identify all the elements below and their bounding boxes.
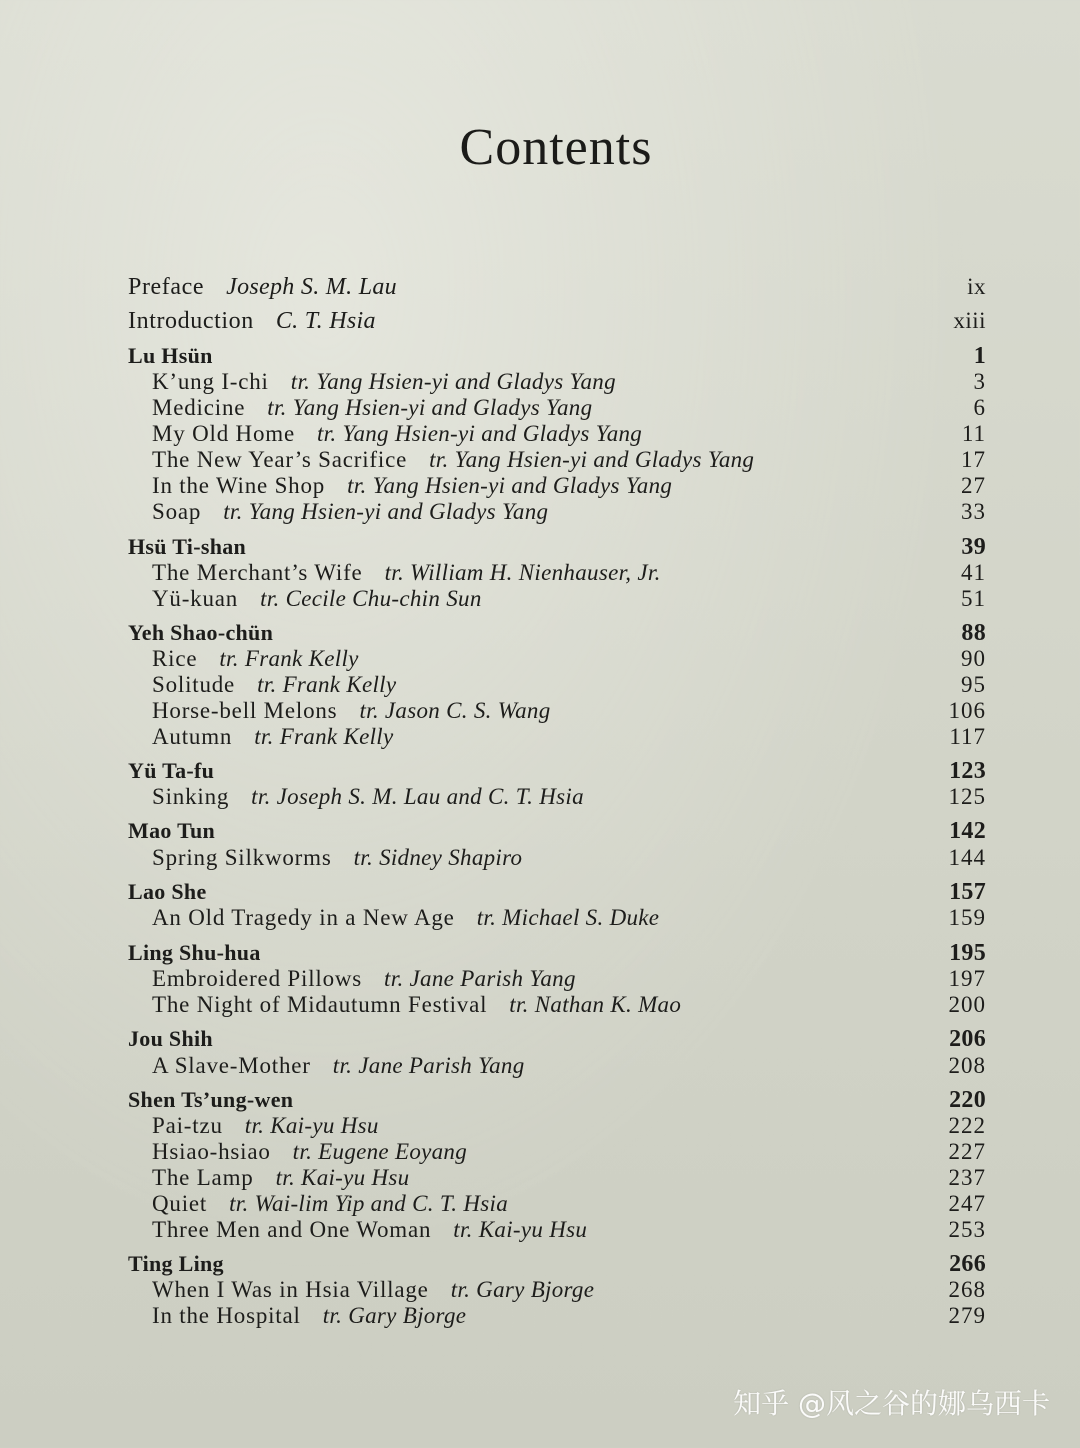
page-number: 6	[973, 395, 986, 420]
translator: tr. Wai-lim Yip and C. T. Hsia	[229, 1191, 508, 1216]
story-title: The New Year’s Sacrifice	[152, 447, 408, 472]
story-title: Solitude	[152, 672, 236, 697]
section-author[interactable]	[128, 879, 986, 906]
toc-entry[interactable]	[128, 395, 986, 421]
toc-entry[interactable]	[128, 845, 986, 871]
section-author[interactable]	[128, 534, 986, 561]
page-number: 33	[961, 499, 986, 524]
story-title: The Night of Midautumn Festival	[152, 992, 488, 1017]
section-author[interactable]	[128, 1026, 986, 1053]
page-number: 95	[961, 672, 986, 697]
toc-entry-preface[interactable]	[128, 274, 986, 301]
translator: tr. Kai-yu Hsu	[244, 1113, 379, 1138]
toc-entry[interactable]	[128, 698, 986, 724]
page-number: 247	[948, 1191, 986, 1216]
toc-entry[interactable]	[128, 499, 986, 525]
section-author[interactable]	[128, 1087, 986, 1114]
page-number: 200	[948, 992, 986, 1017]
story-title: An Old Tragedy in a New Age	[152, 905, 455, 930]
toc-entry[interactable]	[128, 905, 986, 931]
page-number: 1	[973, 343, 986, 369]
translator: tr. Kai-yu Hsu	[275, 1165, 410, 1190]
page-number: 11	[961, 421, 986, 446]
story-title: In the Hospital	[152, 1303, 301, 1328]
page-number: 123	[949, 758, 986, 784]
page-number: xiii	[953, 308, 986, 333]
entry-author: C. T. Hsia	[275, 308, 376, 334]
page-number: 27	[961, 473, 986, 498]
page-number: 227	[948, 1139, 986, 1164]
page-title: Contents	[459, 119, 653, 176]
author-name: Lao She	[128, 879, 207, 904]
toc-entry[interactable]	[128, 724, 986, 750]
story-title: Three Men and One Woman	[152, 1217, 432, 1242]
translator: tr. Cecile Chu-chin Sun	[260, 586, 482, 611]
page-number: 117	[949, 724, 986, 749]
toc-entry[interactable]	[128, 421, 986, 447]
page-number: 17	[961, 447, 986, 472]
translator: tr. Frank Kelly	[219, 646, 359, 671]
toc-entry[interactable]	[128, 1277, 986, 1303]
toc-entry[interactable]	[128, 1113, 986, 1139]
page-number: ix	[967, 274, 986, 299]
toc-entry[interactable]	[128, 1053, 986, 1079]
page-number: 279	[948, 1303, 986, 1328]
toc-entry[interactable]	[128, 586, 986, 612]
page-number: 106	[948, 698, 986, 723]
toc-entry[interactable]	[128, 447, 986, 473]
translator: tr. Yang Hsien-yi and Gladys Yang	[267, 395, 593, 420]
story-title: Horse-bell Melons	[152, 698, 338, 723]
story-title: Rice	[152, 646, 198, 671]
story-title: Hsiao-hsiao	[152, 1139, 271, 1164]
story-title: Yü-kuan	[152, 586, 239, 611]
story-title: When I Was in Hsia Village	[152, 1277, 429, 1302]
story-title: Autumn	[152, 724, 233, 749]
translator: tr. Yang Hsien-yi and Gladys Yang	[223, 499, 549, 524]
page-number: 266	[949, 1251, 986, 1277]
entry-author: Joseph S. M. Lau	[226, 274, 397, 300]
toc-entry-introduction[interactable]	[128, 308, 986, 335]
author-name: Lu Hsün	[128, 343, 213, 368]
author-name: Yeh Shao-chün	[128, 620, 274, 645]
translator: tr. Frank Kelly	[254, 724, 394, 749]
story-title: Sinking	[152, 784, 230, 809]
translator: tr. Yang Hsien-yi and Gladys Yang	[316, 421, 643, 446]
page-number: 39	[961, 534, 986, 560]
section-author[interactable]	[128, 818, 986, 845]
translator: tr. Sidney Shapiro	[353, 845, 523, 870]
story-title: Soap	[152, 499, 202, 524]
toc-entry[interactable]	[128, 1139, 986, 1165]
toc-entry[interactable]	[128, 1303, 986, 1329]
story-title: K’ung I-chi	[152, 369, 269, 394]
entry-title: Preface	[128, 274, 205, 300]
story-title: A Slave-Mother	[152, 1053, 311, 1078]
toc-entry[interactable]	[128, 560, 986, 586]
page-number: 222	[948, 1113, 986, 1138]
page-number: 41	[961, 560, 986, 585]
translator: tr. Michael S. Duke	[476, 905, 660, 930]
story-title: The Lamp	[152, 1165, 254, 1190]
toc-entry[interactable]	[128, 992, 986, 1018]
translator: tr. Gary Bjorge	[450, 1277, 595, 1302]
toc-entry[interactable]	[128, 473, 986, 499]
page-number: 253	[948, 1217, 986, 1242]
page-number: 208	[948, 1053, 986, 1078]
page-number: 195	[949, 940, 986, 966]
author-name: Ling Shu-hua	[128, 940, 261, 965]
story-title: My Old Home	[152, 421, 295, 446]
entry-title: Introduction	[128, 308, 254, 334]
page-number: 197	[948, 966, 986, 991]
section-author[interactable]	[128, 1251, 986, 1278]
translator: tr. Nathan K. Mao	[509, 992, 682, 1017]
author-name: Shen Ts’ung-wen	[128, 1087, 294, 1112]
watermark: 知乎 @风之谷的娜乌西卡	[733, 1387, 1050, 1420]
story-title: In the Wine Shop	[152, 473, 326, 498]
author-name: Jou Shih	[128, 1026, 213, 1051]
translator: tr. Gary Bjorge	[322, 1303, 467, 1328]
toc-entry[interactable]	[128, 784, 986, 810]
page-number: 51	[961, 586, 986, 611]
story-title: Pai-tzu	[152, 1113, 223, 1138]
page-number: 206	[949, 1026, 986, 1052]
story-title: Embroidered Pillows	[152, 966, 363, 991]
toc-entry[interactable]	[128, 966, 986, 992]
author-name: Mao Tun	[128, 818, 216, 843]
toc-entry[interactable]	[128, 1217, 986, 1243]
author-name: Ting Ling	[128, 1251, 224, 1276]
story-title: Medicine	[152, 395, 246, 420]
toc-entry[interactable]	[128, 1165, 986, 1191]
translator: tr. Yang Hsien-yi and Gladys Yang	[429, 447, 755, 472]
toc-entry[interactable]	[128, 1191, 986, 1217]
toc-entry[interactable]	[128, 646, 986, 672]
page-number: 159	[948, 905, 986, 930]
page-number: 220	[949, 1087, 986, 1113]
translator: tr. Yang Hsien-yi and Gladys Yang	[347, 473, 673, 498]
page-number: 90	[961, 646, 986, 671]
page-number: 144	[948, 845, 986, 870]
section-author[interactable]	[128, 758, 986, 785]
translator: tr. Eugene Eoyang	[292, 1139, 468, 1164]
section-author[interactable]	[128, 940, 986, 967]
story-title: Quiet	[152, 1191, 208, 1216]
translator: tr. Yang Hsien-yi and Gladys Yang	[290, 369, 616, 394]
page-number: 142	[949, 818, 986, 844]
translator: tr. William H. Nienhauser, Jr.	[384, 560, 661, 585]
page-number: 268	[948, 1277, 986, 1302]
translator: tr. Jason C. S. Wang	[359, 698, 551, 723]
page-number: 237	[948, 1165, 986, 1190]
author-name: Yü Ta-fu	[128, 758, 215, 783]
section-author[interactable]	[128, 620, 986, 647]
story-title: Spring Silkworms	[152, 845, 332, 870]
translator: tr. Frank Kelly	[257, 672, 397, 697]
translator: tr. Joseph S. M. Lau and C. T. Hsia	[251, 784, 584, 809]
story-title: The Merchant’s Wife	[152, 560, 363, 585]
translator: tr. Jane Parish Yang	[332, 1053, 525, 1078]
translator: tr. Kai-yu Hsu	[453, 1217, 588, 1242]
page-number: 125	[948, 784, 986, 809]
toc-entry[interactable]	[128, 672, 986, 698]
page-number: 3	[973, 369, 986, 394]
toc-entry[interactable]	[128, 369, 986, 395]
author-name: Hsü Ti-shan	[128, 534, 247, 559]
translator: tr. Jane Parish Yang	[384, 966, 576, 991]
page-number: 157	[949, 879, 986, 905]
section-author[interactable]	[128, 343, 986, 370]
page-number: 88	[961, 620, 986, 646]
